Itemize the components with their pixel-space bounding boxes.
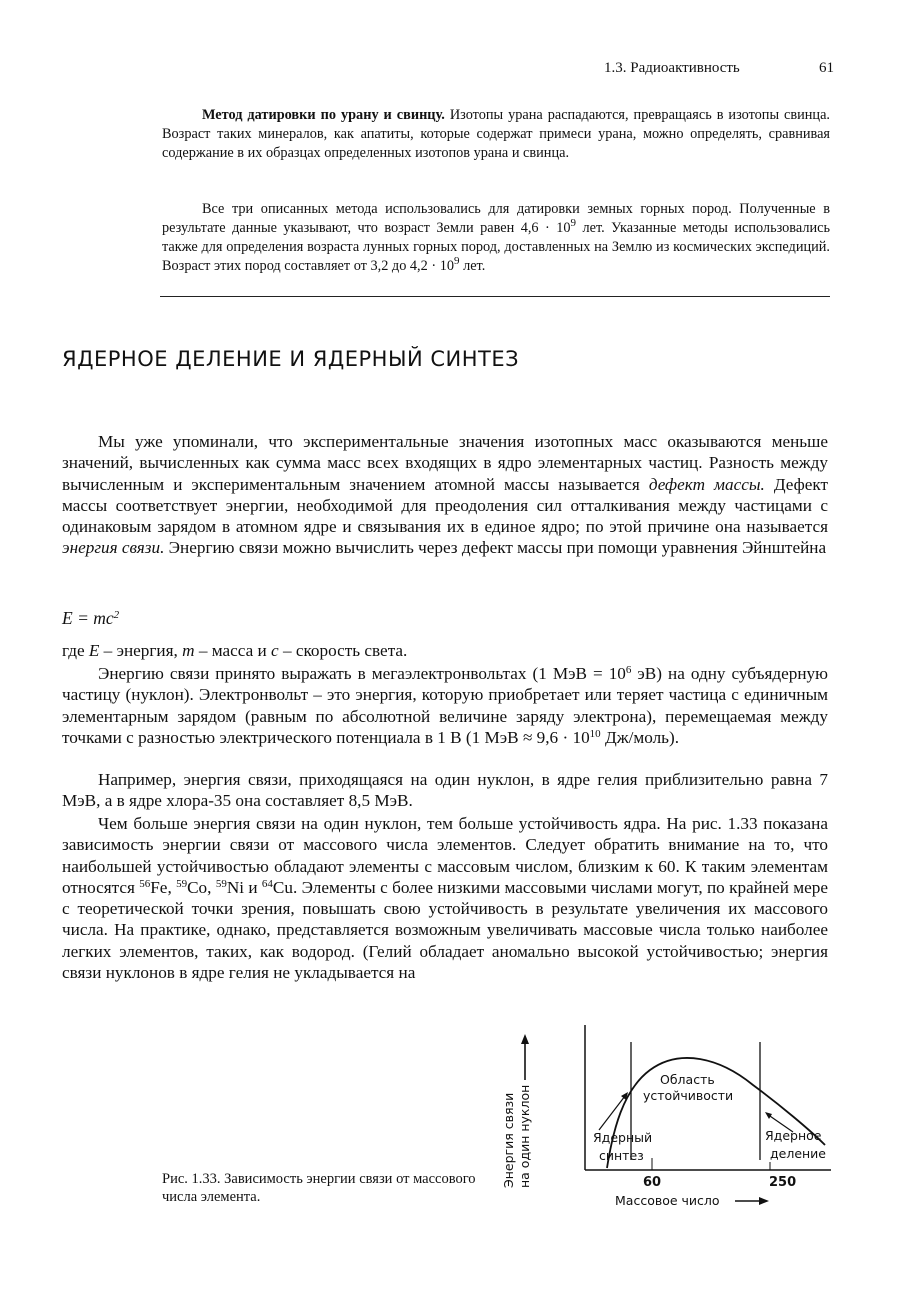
- text: эВ) на одну субъядерную частицу (нуклон). Электронвольт – это энергия, которую приобретает или теряет частица с единичным элементарным зарядом (равным по абсолютной величине заряду электрона), перемещаемая между точками с разностью электрического потенциала в 1 В (1 МэВ ≈ 9,6 · 10: [62, 664, 828, 747]
- superscript: 9: [454, 255, 460, 267]
- text: Cu.: [272, 877, 298, 897]
- text: Дефект массы соответствует энергии, необходимой для преодоления сил отталкивания между частицами с одинаковым зарядом в атомном ядре и связывания их в единое ядро; по этой причине она называется: [62, 474, 828, 537]
- tick-250: 250: [769, 1175, 797, 1190]
- formula-legend: [62, 641, 407, 661]
- formula-main: E = mc: [62, 608, 114, 628]
- superscript: 9: [570, 217, 577, 229]
- region-label-1: Область: [660, 1072, 715, 1087]
- text: Чем больше энергия связи на один нуклон, тем больше устойчивость ядра. На рис. 1.33 показана зависимость энергии связи от массового числа элементов. Следует обратить внимание на то, что наибольшей устойчивостью обладают элементы с массовым числом, близким к 60. К таким элементам относятся: [62, 814, 828, 897]
- tick-60: 60: [643, 1175, 662, 1190]
- text: – энергия,: [99, 641, 183, 660]
- x-axis-arrow-head: [759, 1197, 769, 1205]
- text: Элементы с более низкими массовыми числами могут, по крайней мере с теоретической точки зрения, повышать свою устойчивость в результате увеличения их массового числа. На практике, однако, представляется возможным увеличивать массовые числа только наиболее легких элементов, таких, как водород. (Гелий обладает аномально высокой устойчивостью; энергия связи нуклонов в ядре гелия не укладывается на: [62, 877, 829, 983]
- region-label-2: устойчивости: [643, 1088, 734, 1103]
- text: Например, энергия связи, приходящаяся на один нуклон, в ядре гелия приблизительно равна 7 МэВ, а в ядре хлора-35 она составляет 8,5 МэВ.: [62, 770, 828, 811]
- box-text: лет.: [459, 258, 486, 274]
- superscript: 59: [176, 877, 188, 890]
- fission-label-2: деление: [770, 1146, 826, 1161]
- paragraph: [62, 663, 828, 756]
- fission-label-1: Ядерное: [765, 1128, 822, 1143]
- text: Энергию связи принято выражать в мегаэлектронвольтах (1 МэВ = 10: [98, 664, 626, 683]
- superscript: 10: [589, 727, 601, 740]
- fission-arrowhead: [765, 1112, 772, 1119]
- box-text: Все три описанных метода использовались для датировки земных горных пород. Полученные в результате данные указывают, что возраст Земли равен 4,6 · 10: [162, 201, 830, 236]
- text: Fe,: [150, 877, 177, 897]
- var: m: [182, 641, 195, 660]
- superscript: 6: [625, 664, 632, 676]
- page-number: 61: [819, 60, 834, 76]
- term: энергия связи.: [62, 538, 165, 558]
- running-head-section: 1.3. Радиоактивность: [604, 60, 740, 76]
- text: Дж/моль).: [600, 727, 680, 747]
- var: c: [271, 641, 279, 660]
- fusion-label-1: Ядерный: [593, 1130, 653, 1145]
- fusion-label-2: синтез: [599, 1148, 644, 1163]
- box-text: Изотопы урана распадаются, превращаясь в изотопы свинца. Возраст таких минералов, как апатиты, которые содержат примеси урана, можно определять, сравнивая содержание в их образцах определенных изотопов урана и свинца.: [162, 107, 830, 161]
- paragraph: [62, 431, 828, 567]
- formula: [62, 608, 119, 629]
- paragraph: [62, 813, 828, 991]
- superscript: 56: [139, 877, 151, 890]
- text: Ni и: [226, 877, 262, 897]
- text: Мы уже упоминали, что экспериментальные значения изотопных масс оказываются меньше значений, вычисленных как сумма масс всех входящих в ядро элементарных частиц. Разность между вычисленным и экспериментальным значением атомной массы называется: [62, 432, 828, 494]
- section-title: ЯДЕРНОЕ ДЕЛЕНИЕ И ЯДЕРНЫЙ СИНТЕЗ: [62, 347, 520, 371]
- var: E: [88, 641, 100, 660]
- info-box-uranium-lead: [162, 106, 830, 163]
- paragraph: [62, 769, 828, 820]
- term: дефект массы.: [648, 474, 765, 494]
- box-title: Метод датировки по урану и свинцу.: [202, 107, 445, 123]
- text: Энергию связи можно вычислить через дефект массы при помощи уравнения Эйнштейна: [164, 538, 827, 558]
- running-head: [604, 60, 834, 77]
- text: Co,: [187, 877, 216, 897]
- figure-caption: Рис. 1.33. Зависимость энергии связи от массового числа элемента.: [162, 1171, 476, 1205]
- y-axis-label-1: Энергия связи: [501, 1092, 516, 1188]
- divider: [160, 296, 830, 297]
- superscript: 2: [113, 609, 120, 621]
- x-axis-label: Массовое число: [615, 1193, 720, 1208]
- text: – скорость света.: [278, 641, 408, 660]
- info-box-summary: [162, 200, 830, 276]
- y-axis-label-2: на один нуклон: [517, 1084, 532, 1188]
- box-text: лет. Указанные методы использовались также для определения возраста лунных горных пород, доставленных на Землю из космических экспедиций. Возраст этих пород составляет от 3,2 до 4,2 · 10: [162, 220, 830, 274]
- text: – масса и: [194, 641, 271, 660]
- binding-energy-chart: [495, 1020, 840, 1215]
- figure-1-33: [495, 1020, 840, 1215]
- y-axis-arrow-head: [521, 1034, 529, 1044]
- superscript: 59: [215, 877, 227, 890]
- text: где: [62, 641, 89, 660]
- superscript: 64: [261, 877, 273, 890]
